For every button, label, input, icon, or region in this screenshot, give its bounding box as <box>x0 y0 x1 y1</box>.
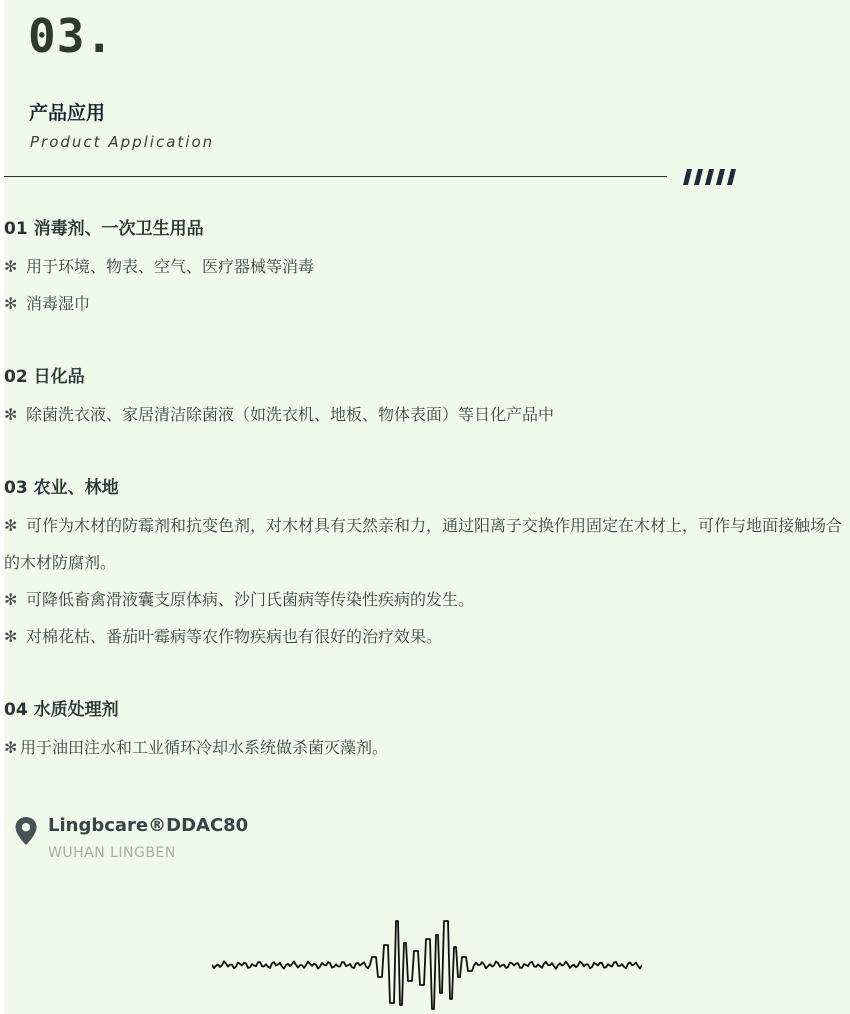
asterisk-bullet-icon: ✻ <box>4 294 18 313</box>
header-divider <box>4 176 667 177</box>
application-group-agriculture <box>4 470 850 655</box>
application-heading: 02 日化品 <box>4 367 85 387</box>
application-bullet <box>4 729 850 766</box>
application-bullet-text: 用于环境、物表、空气、医疗器械等消毒 <box>26 257 315 276</box>
asterisk-bullet-icon: ✻ <box>4 627 18 646</box>
applications-list <box>4 211 850 803</box>
section-title: 产品应用 <box>29 102 106 124</box>
slash-stripes-icon <box>681 167 741 187</box>
brand-name: Lingbcare®DDAC80 <box>48 815 249 836</box>
application-bullet-text: 对棉花枯、番茄叶霉病等农作物疾病也有很好的治疗效果。 <box>26 627 443 646</box>
application-bullet <box>4 285 850 322</box>
location-pin-icon <box>14 816 38 846</box>
application-heading: 04 水质处理剂 <box>4 700 119 720</box>
product-application-page <box>4 0 850 1014</box>
application-group-disinfectant <box>4 211 850 322</box>
asterisk-bullet-icon: ✻ <box>4 405 18 424</box>
application-bullet <box>4 396 850 433</box>
waveform-icon <box>212 918 642 1014</box>
asterisk-bullet-icon: ✻ <box>4 257 18 276</box>
asterisk-bullet-icon: ✻ <box>4 516 18 535</box>
application-bullet-text: 可作为木材的防霉剂和抗变色剂，对木材具有天然亲和力，通过阳离子交换作用固定在木材上，可作与地面接触场合的木材防腐剂。 <box>4 516 843 572</box>
application-bullet-text: 除菌洗衣液、家居清洁除菌液（如洗衣机、地板、物体表面）等日化产品中 <box>26 405 555 424</box>
section-subtitle: Product Application <box>30 133 215 151</box>
brand-block <box>14 812 414 872</box>
application-bullet <box>4 581 850 618</box>
brand-company: WUHAN LINGBEN <box>48 845 176 861</box>
application-bullet <box>4 618 850 655</box>
application-bullet-text: 可降低畜禽滑液囊支原体病、沙门氏菌病等传染性疾病的发生。 <box>26 590 475 609</box>
application-heading: 01 消毒剂、一次卫生用品 <box>4 219 204 239</box>
application-bullet-text: 用于油田注水和工业循环冷却水系统做杀菌灭藻剂。 <box>20 738 389 757</box>
asterisk-bullet-icon: ✻ <box>4 738 18 757</box>
section-number: 03. <box>28 9 115 63</box>
application-bullet-text: 消毒湿巾 <box>26 294 91 313</box>
application-group-daily-chemicals <box>4 359 850 433</box>
application-bullet <box>4 507 850 581</box>
asterisk-bullet-icon: ✻ <box>4 590 18 609</box>
application-heading: 03 农业、林地 <box>4 478 119 498</box>
application-group-water-treatment <box>4 692 850 766</box>
application-bullet <box>4 248 850 285</box>
